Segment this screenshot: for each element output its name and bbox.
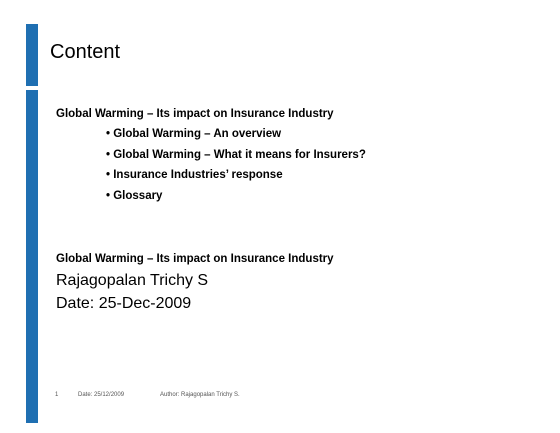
bullet-item: • Glossary	[106, 188, 366, 204]
bullet-item: • Global Warming – What it means for Insurers?	[106, 147, 366, 163]
footer-author: Author: Rajagopalan Trichy S.	[160, 392, 240, 398]
presentation-subject: Global Warming – Its impact on Insurance Industry	[56, 253, 334, 265]
bullet-list	[106, 126, 366, 208]
presentation-author: Rajagopalan Trichy S	[56, 272, 209, 289]
body-accent-bar	[26, 90, 38, 423]
bullet-item: • Global Warming – An overview	[106, 126, 366, 142]
bullet-item: • Insurance Industries’ response	[106, 167, 366, 183]
title-accent-bar	[26, 24, 38, 86]
content-heading: Global Warming – Its impact on Insurance Industry	[56, 108, 334, 120]
footer-page-number: 1	[55, 392, 59, 398]
footer-date: Date: 25/12/2009	[78, 392, 125, 398]
slide-title: Content	[50, 41, 121, 63]
presentation-date: Date: 25-Dec-2009	[56, 295, 192, 312]
